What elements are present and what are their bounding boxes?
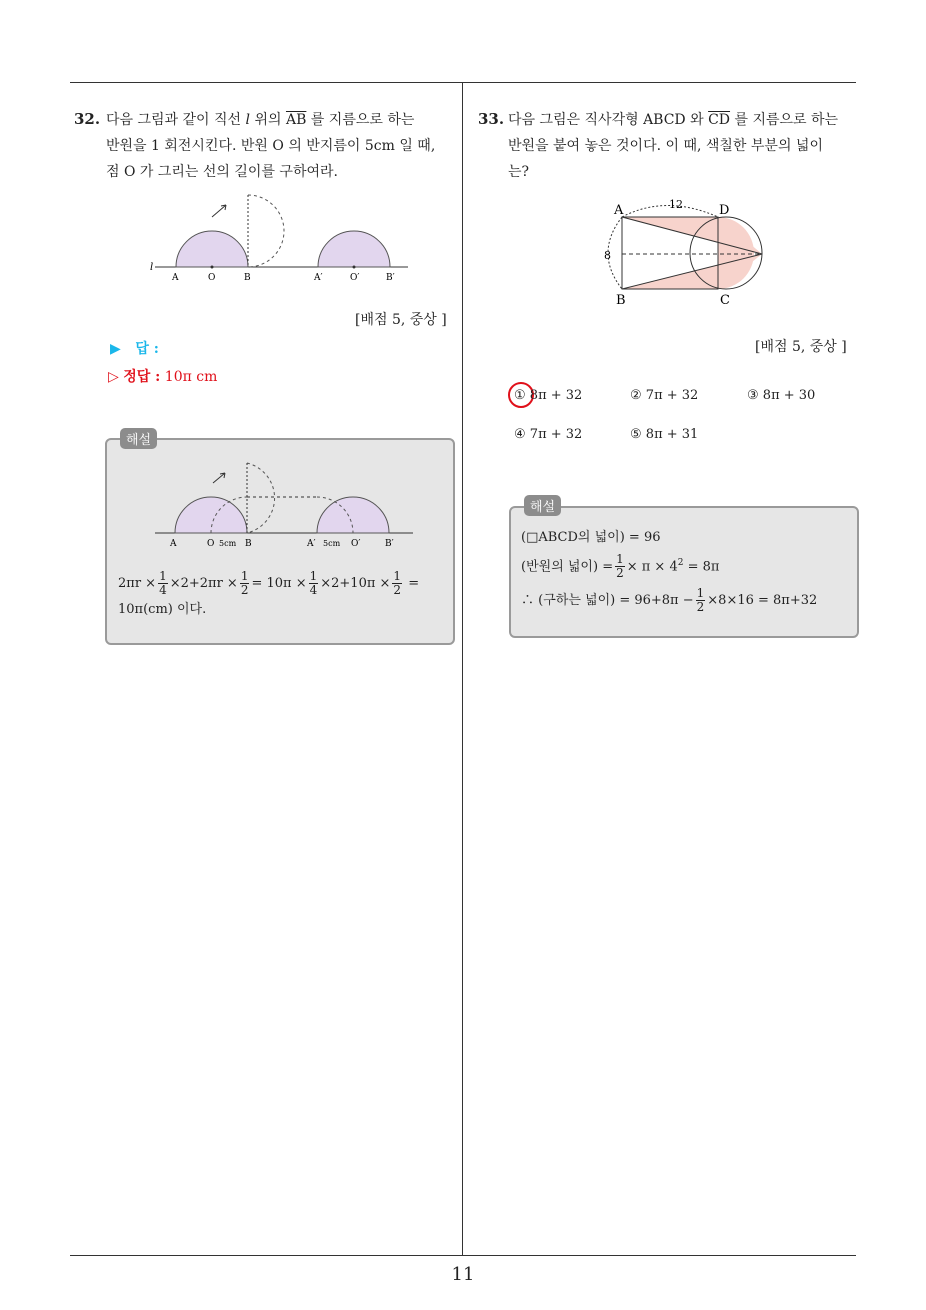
frac1-num: 1 [159,569,167,583]
sol33-l2-a: (반원의 넓이) = [521,559,614,575]
top-rule [70,82,856,83]
choice-1-text: 8π + 32 [529,388,583,403]
q32-line-l: l [245,112,251,128]
label-o: O [208,273,216,283]
sol-label-o-prime: O′ [351,539,361,549]
q33-figure [596,192,776,310]
correct-label: 정답 : [123,369,161,385]
sol-label-b-prime: B′ [385,539,394,549]
sol32-frac1 [158,570,168,597]
q32-line3: 점 O 가 그리는 선의 길이를 구하여라. [106,164,338,180]
sol33-exponent: 2 [677,558,684,568]
q32-line2: 반원을 1 회전시킨다. 반원 O 의 반지름이 5cm 일 때, [106,138,436,154]
q32-figure [140,190,420,285]
point-o [211,266,214,269]
semicircle-right [318,231,390,267]
q33-line2: 반원을 붙여 놓은 것이다. 이 때, 색칠한 부분의 넓이 [508,138,823,154]
label-d: D [719,203,730,218]
frac2-den: 2 [240,583,249,597]
sol32-part-c: = 10π × [251,576,307,591]
sol33-frac2-num: 1 [696,586,705,600]
label-a-prime: A′ [314,273,323,283]
q32-correct-line [108,366,217,386]
choice-2-mark: ② [630,388,642,403]
sol-rotation-arrow-icon [213,473,225,483]
question-32-text [106,107,435,185]
label-o-prime: O′ [350,273,360,283]
sol32-frac3 [309,570,319,597]
q33-line1a: 다음 그림은 직사각형 ABCD 와 [508,112,709,128]
point-o-prime [353,266,356,269]
column-divider [462,82,463,1256]
sol33-l2-c: = 8π [683,559,720,575]
q33-solution-line3 [521,587,817,614]
q33-segment-cd: $\overline{CD}$ [708,112,731,128]
label-l: l [150,262,154,273]
choice-1[interactable] [514,388,582,403]
q33-solution-line1: (□ABCD의 넓이) = 96 [521,530,661,545]
q32-line1c: 를 지름으로 하는 [306,112,415,128]
label-b: B [616,293,626,308]
bottom-rule [70,1255,856,1256]
sol32-part-a: 2πr × [118,576,157,591]
label-c: C [720,293,730,308]
sol33-l2-b: × π × 4 [626,559,678,575]
sol32-part-d: ×2+10π × [320,576,391,591]
sol32-part-e: = [408,576,420,591]
choice-2-text: 7π + 32 [645,388,699,403]
sol33-frac2-den: 2 [696,600,705,614]
q33-score: [배점 5, 중상 ] [755,339,847,355]
answer-triangle-icon: ▶ [110,341,121,357]
q33-solution-line2 [521,553,719,580]
label-b-prime: B′ [386,273,395,283]
q33-line3: 는? [508,164,530,180]
sol33-frac2 [696,587,706,614]
frac4-den: 2 [393,583,402,597]
page-number: 11 [451,1264,475,1285]
correct-triangle-icon: ▷ [108,369,119,385]
sol-label-a: A [170,539,177,549]
label-8: 8 [604,249,611,262]
choice-4-mark: ④ [514,427,526,442]
sol-semicircle-right [317,497,389,533]
choice-4[interactable] [514,427,582,442]
choice-5[interactable] [630,427,698,442]
semicircle-left [176,231,248,267]
q32-solution-line2: 10π(cm) 이다. [118,602,207,617]
answer-label: 답 : [135,341,159,357]
q32-solution-line1 [118,570,419,597]
sol-label-o: O [207,539,215,549]
frac1-den: 4 [159,583,167,597]
sol-semicircle-left [175,497,247,533]
label-12: 12 [669,198,683,211]
sol-label-b: B [245,539,252,549]
q33-solution-tag: 해설 [524,495,561,516]
frac2-num: 1 [240,569,249,583]
q32-solution-tag: 해설 [120,428,157,449]
sol33-frac1 [615,553,625,580]
sol33-l3-a: ∴ (구하는 넓이) = 96+8π − [521,593,694,608]
label-b: B [244,273,251,283]
frac3-den: 4 [309,583,318,597]
sol32-part-b: ×2+2πr × [169,576,238,591]
sol33-l3-b: ×8×16 = 8π+32 [707,593,818,608]
choice-3[interactable] [747,388,815,403]
sol32-frac2 [240,570,250,597]
correct-value: 10π cm [164,369,218,385]
q33-line1b: 를 지름으로 하는 [730,112,839,128]
label-a: A [172,273,179,283]
q32-solution-figure [145,460,420,552]
choice-4-text: 7π + 32 [529,427,583,442]
label-a: A [614,203,624,218]
sol-label-radius2: 5cm [323,539,341,548]
question-33-number: 33. [478,110,505,128]
sol33-frac1-num: 1 [616,552,624,567]
q32-line1a: 다음 그림과 같이 직선 [106,112,246,128]
sol-rotating-arc [247,463,275,533]
frac3-num: 1 [309,569,318,583]
q32-answer-line [110,338,159,358]
question-33-text [508,107,838,185]
choice-1-mark: ① [514,388,526,403]
choice-3-mark: ③ [747,388,759,403]
choice-2[interactable] [630,388,698,403]
sol33-frac1-den: 2 [616,566,624,581]
sol-label-a-prime: A′ [307,539,316,549]
sol32-frac4 [392,570,402,597]
rotation-arrow-icon [212,205,226,217]
shaded-semicircle [718,217,754,289]
question-32-number: 32. [74,110,101,128]
q32-score: [배점 5, 중상 ] [355,312,447,328]
frac4-num: 1 [393,569,402,583]
rotating-arc [248,195,284,267]
choice-5-text: 8π + 31 [645,427,699,442]
q32-line1b: 위의 [250,112,286,128]
sol-label-radius1: 5cm [219,539,237,548]
choice-3-text: 8π + 30 [762,388,816,403]
choice-5-mark: ⑤ [630,427,642,442]
q32-segment-ab: $\overline{AB}$ [285,112,307,128]
